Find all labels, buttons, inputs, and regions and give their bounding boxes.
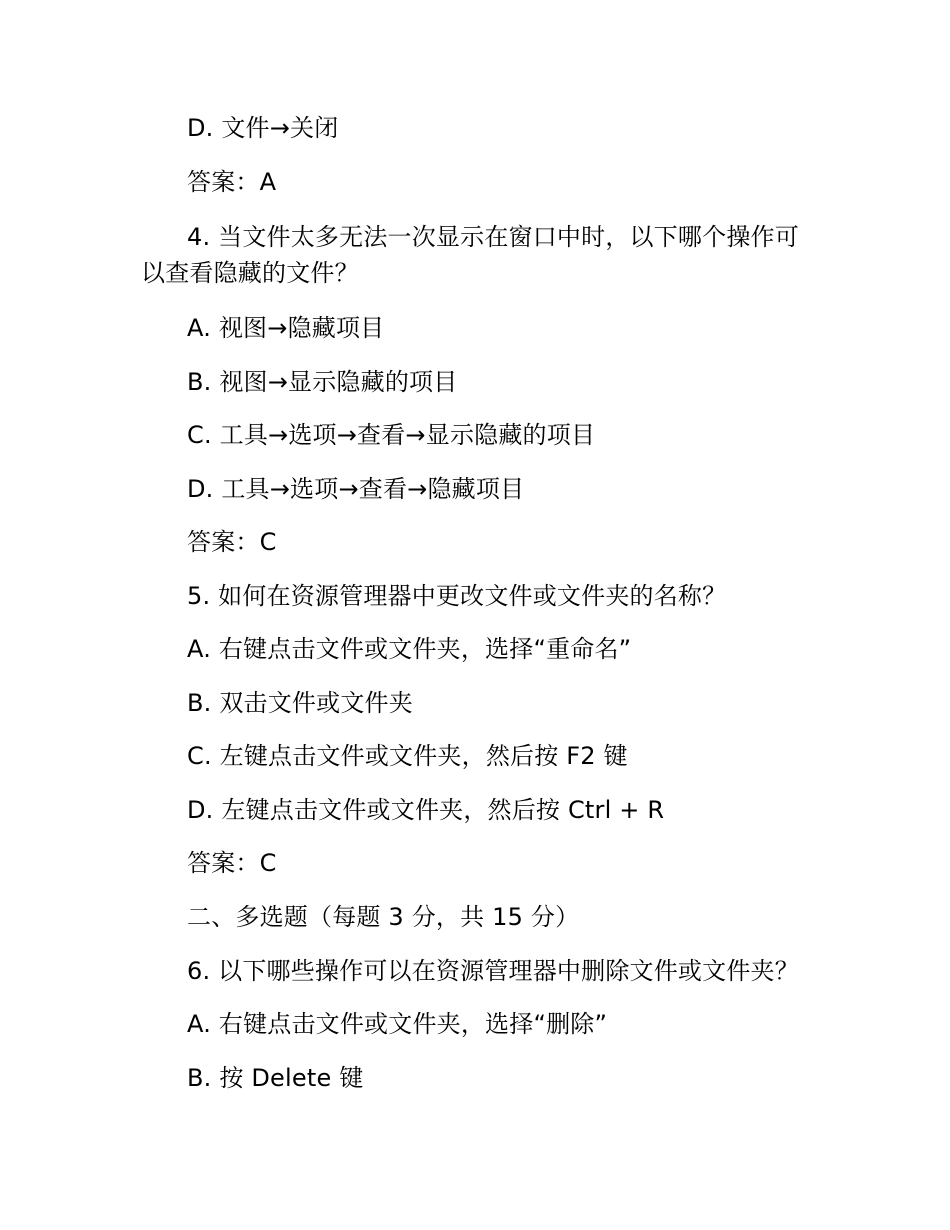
q3-option-d: D. 文件→关闭: [187, 114, 339, 142]
q6-question: 6. 以下哪些操作可以在资源管理器中删除文件或文件夹？: [187, 957, 799, 985]
q5-option-c: C. 左键点击文件或文件夹，然后按 F2 键: [187, 742, 628, 770]
q5-option-a: A. 右键点击文件或文件夹，选择“重命名”: [187, 635, 632, 663]
q3-answer: 答案：A: [187, 168, 277, 196]
q6-option-b: B. 按 Delete 键: [187, 1064, 364, 1092]
q4-option-c: C. 工具→选项→查看→显示隐藏的项目: [187, 421, 596, 449]
q4-answer: 答案：C: [187, 528, 277, 556]
q5-question: 5. 如何在资源管理器中更改文件或文件夹的名称？: [187, 582, 727, 610]
q5-option-b: B. 双击文件或文件夹: [187, 689, 413, 717]
section-heading: 二、多选题（每题 3 分，共 15 分）: [187, 903, 580, 931]
q4-question: 4. 当文件太多无法一次显示在窗口中时，以下哪个操作可以查看隐藏的文件？: [141, 223, 799, 287]
q5-answer: 答案：C: [187, 849, 277, 877]
q5-option-d: D. 左键点击文件或文件夹，然后按 Ctrl + R: [187, 796, 665, 824]
q6-option-a: A. 右键点击文件或文件夹，选择“删除”: [187, 1010, 608, 1038]
q4-option-b: B. 视图→显示隐藏的项目: [187, 368, 458, 396]
q4-option-d: D. 工具→选项→查看→隐藏项目: [187, 475, 525, 503]
q4-option-a: A. 视图→隐藏项目: [187, 314, 385, 342]
